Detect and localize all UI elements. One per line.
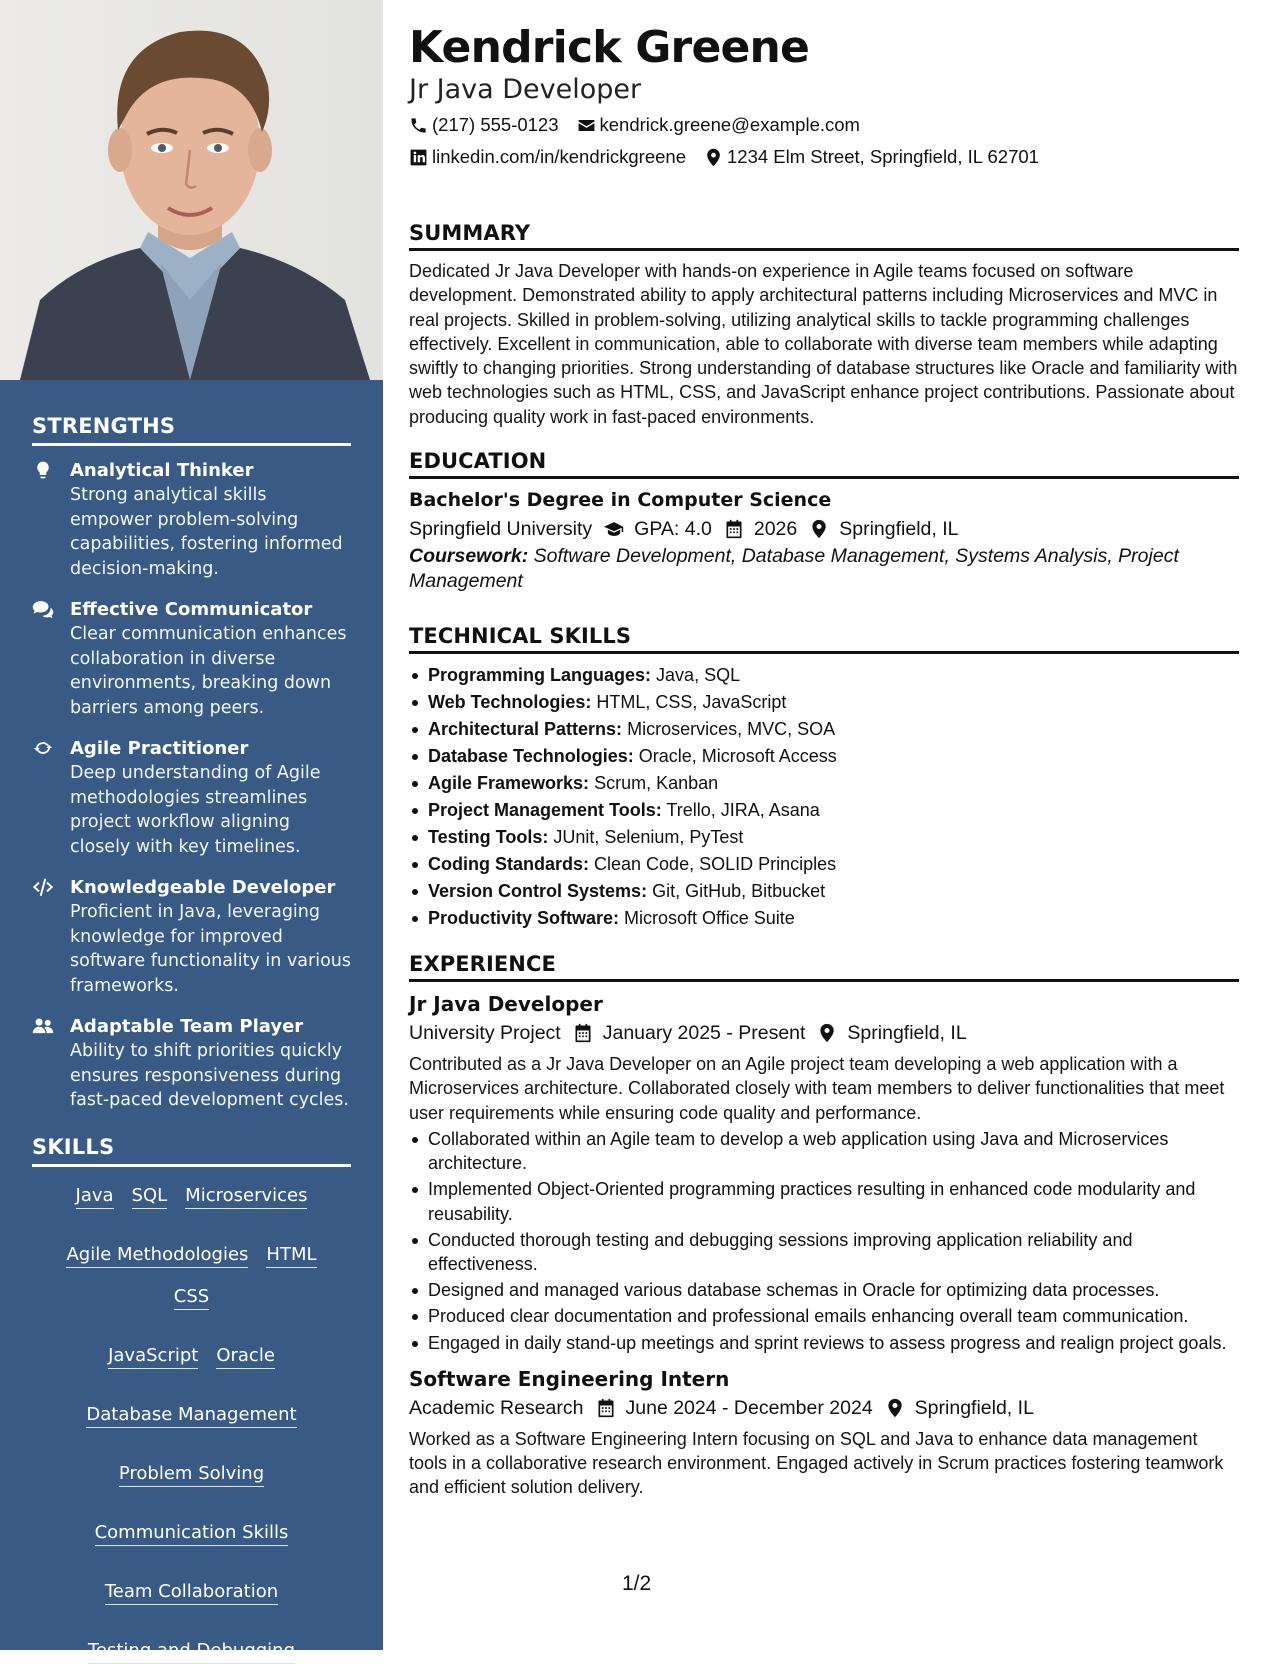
list-item: Project Management Tools: Trello, JIRA, Asana xyxy=(409,797,1239,824)
skill-tag: Microservices xyxy=(176,1183,316,1208)
candidate-title: Jr Java Developer xyxy=(409,74,642,105)
sidebar xyxy=(0,0,383,1661)
calendar-icon xyxy=(573,1023,593,1043)
job-dates: June 2024 - December 2024 xyxy=(625,1396,873,1419)
strengths-section xyxy=(32,414,351,1129)
degree-title: Bachelor's Degree in Computer Science xyxy=(409,489,832,511)
job-org: Academic Research xyxy=(409,1396,584,1419)
calendar-icon xyxy=(724,519,744,539)
strength-desc: Deep understanding of Agile methodologies streamlines project workflow aligning closely with key timelines. xyxy=(70,763,321,857)
strengths-heading: STRENGTHS xyxy=(32,414,351,446)
sync-icon xyxy=(32,736,70,859)
skill-tag: Agile Methodologies xyxy=(57,1242,257,1267)
skill-tag: JavaScript xyxy=(99,1343,207,1368)
phone-text[interactable]: (217) 555-0123 xyxy=(432,114,559,135)
strength-title: Analytical Thinker xyxy=(70,460,254,481)
list-item: Engaged in daily stand-up meetings and sprint reviews to assess progress and realign project goals. xyxy=(409,1331,1239,1355)
list-item: Programming Languages: Java, SQL xyxy=(409,662,1239,689)
strength-desc: Proficient in Java, leveraging knowledge for improved software functionality in various frameworks. xyxy=(70,902,351,996)
job-location: Springfield, IL xyxy=(847,1022,967,1044)
skill-tag: Oracle xyxy=(207,1343,284,1368)
profile-photo xyxy=(0,0,383,380)
job-org: University Project xyxy=(409,1022,561,1044)
graduation-cap-icon xyxy=(604,519,624,539)
strength-title: Agile Practitioner xyxy=(70,738,249,759)
job-bullets xyxy=(409,1127,1239,1355)
location-pin-icon xyxy=(885,1398,905,1418)
phone-item xyxy=(409,114,559,136)
strength-item xyxy=(32,597,351,720)
calendar-icon xyxy=(596,1398,616,1418)
job-summary: Worked as a Software Engineering Intern focusing on SQL and Java to enhance data management tools in a collaborative research environment. Engaged actively in Scrum practices fostering teamwork and efficient solution delivery. xyxy=(409,1428,1224,1498)
page-number: 1/2 xyxy=(622,1572,652,1595)
linkedin-icon xyxy=(409,148,428,167)
skill-tag: CSS xyxy=(165,1284,218,1309)
skill-tag: Testing and Debugging xyxy=(79,1638,304,1663)
skill-tag: SQL xyxy=(123,1183,177,1208)
gpa-text: GPA: 4.0 xyxy=(634,518,712,540)
coursework xyxy=(409,544,1239,593)
list-item: Architectural Patterns: Microservices, MVC, SOA xyxy=(409,716,1239,743)
technical-skills-heading: TECHNICAL SKILLS xyxy=(409,624,1239,654)
skill-tag: Problem Solving xyxy=(110,1461,273,1486)
address-item xyxy=(704,146,1039,168)
list-item: Agile Frameworks: Scrum, Kanban xyxy=(409,770,1239,797)
comments-icon xyxy=(32,597,70,720)
skills-heading: SKILLS xyxy=(32,1135,351,1167)
list-item: Implemented Object-Oriented programming practices resulting in enhanced code modularity and reusability. xyxy=(409,1177,1239,1225)
contact-row-2 xyxy=(409,146,1057,168)
list-item: Designed and managed various database schemas in Oracle for optimizing data processes. xyxy=(409,1278,1239,1302)
graduation-year: 2026 xyxy=(753,518,798,540)
strength-item xyxy=(32,458,351,581)
job-entry xyxy=(409,990,1239,1355)
envelope-icon xyxy=(577,116,596,135)
school-name: Springfield University xyxy=(409,518,593,540)
strength-desc: Ability to shift priorities quickly ensures responsiveness during fast-paced development cycles. xyxy=(70,1041,349,1110)
strength-desc: Clear communication enhances collaboration in diverse environments, breaking down barriers among peers. xyxy=(70,624,347,718)
summary-heading: SUMMARY xyxy=(409,221,1239,251)
experience-section xyxy=(409,952,1239,1500)
code-icon xyxy=(32,875,70,998)
strength-title: Effective Communicator xyxy=(70,599,313,620)
summary-text: Dedicated Jr Java Developer with hands-on experience in Agile teams focused on software development. Demonstrated ability to apply architectural patterns including Microservices and MVC in real projects. Skilled in problem-solving, utilizing analytical skills to tackle programming challenges effectively. Excellent in communication, able to collaborate with diverse team members while adapting swiftly to changing priorities. Strong understanding of database structures like Oracle and familiarity with web technologies such as HTML, CSS, and JavaScript enhance project contributions. Passionate about producing quality work in fast-paced environments. xyxy=(409,261,1238,427)
list-item: Database Technologies: Oracle, Microsoft Access xyxy=(409,743,1239,770)
email-item xyxy=(577,114,860,136)
candidate-name: Kendrick Greene xyxy=(409,22,810,73)
education-section xyxy=(409,449,1239,593)
job-location: Springfield, IL xyxy=(914,1396,1034,1419)
job-meta xyxy=(409,1393,1239,1423)
list-item: Web Technologies: HTML, CSS, JavaScript xyxy=(409,689,1239,716)
list-item: Conducted thorough testing and debugging sessions improving application reliability and effectiveness. xyxy=(409,1228,1239,1276)
strength-desc: Strong analytical skills empower problem-solving capabilities, fostering informed decision-making. xyxy=(70,485,343,579)
skill-tag: Database Management xyxy=(77,1402,305,1427)
skills-section xyxy=(32,1135,351,1663)
education-meta xyxy=(409,514,1239,544)
job-summary: Contributed as a Jr Java Developer on an Agile project team developing a web application with a Microservices architecture. Collaborated closely with team members to deliver functionalities that meet user requirements while ensuring code quality and performance. xyxy=(409,1054,1225,1123)
school-location: Springfield, IL xyxy=(839,518,959,540)
users-icon xyxy=(32,1014,70,1113)
technical-skills-list xyxy=(409,662,1239,932)
coursework-label: Coursework: xyxy=(409,545,529,567)
list-item: Productivity Software: Microsoft Office Suite xyxy=(409,905,1239,932)
strength-item xyxy=(32,875,351,998)
summary-section xyxy=(409,221,1239,429)
address-text: 1234 Elm Street, Springfield, IL 62701 xyxy=(727,146,1039,167)
job-dates: January 2025 - Present xyxy=(602,1022,806,1044)
list-item: Coding Standards: Clean Code, SOLID Principles xyxy=(409,851,1239,878)
strength-item xyxy=(32,1014,351,1113)
list-item: Version Control Systems: Git, GitHub, Bitbucket xyxy=(409,878,1239,905)
list-item: Collaborated within an Agile team to develop a web application using Java and Microservices architecture. xyxy=(409,1127,1239,1175)
job-title: Software Engineering Intern xyxy=(409,1366,730,1391)
lightbulb-icon xyxy=(32,458,70,581)
linkedin-item xyxy=(409,146,686,168)
linkedin-link[interactable]: linkedin.com/in/kendrickgreene xyxy=(432,146,686,167)
skill-tag: HTML xyxy=(257,1242,325,1267)
skill-tag: Communication Skills xyxy=(86,1520,298,1545)
job-entry xyxy=(409,1365,1239,1500)
strength-title: Adaptable Team Player xyxy=(70,1016,304,1037)
location-pin-icon xyxy=(809,519,829,539)
job-meta xyxy=(409,1018,1239,1048)
strength-item xyxy=(32,736,351,859)
coursework-list: Software Development, Database Management, Systems Analysis, Project Management xyxy=(409,545,1179,592)
location-pin-icon xyxy=(817,1023,837,1043)
location-pin-icon xyxy=(704,148,723,167)
skill-tag: Team Collaboration xyxy=(96,1579,287,1604)
experience-heading: EXPERIENCE xyxy=(409,952,1239,982)
job-title: Jr Java Developer xyxy=(409,992,603,1016)
technical-skills-section xyxy=(409,624,1239,932)
skill-tag: Java xyxy=(67,1183,123,1208)
phone-icon xyxy=(409,116,428,135)
list-item: Produced clear documentation and professional emails enhancing overall team communication. xyxy=(409,1304,1239,1328)
education-heading: EDUCATION xyxy=(409,449,1239,479)
skills-tags xyxy=(32,1179,351,1663)
list-item: Testing Tools: JUnit, Selenium, PyTest xyxy=(409,824,1239,851)
strength-title: Knowledgeable Developer xyxy=(70,877,336,898)
email-link[interactable]: kendrick.greene@example.com xyxy=(599,114,860,135)
contact-row xyxy=(409,114,878,136)
